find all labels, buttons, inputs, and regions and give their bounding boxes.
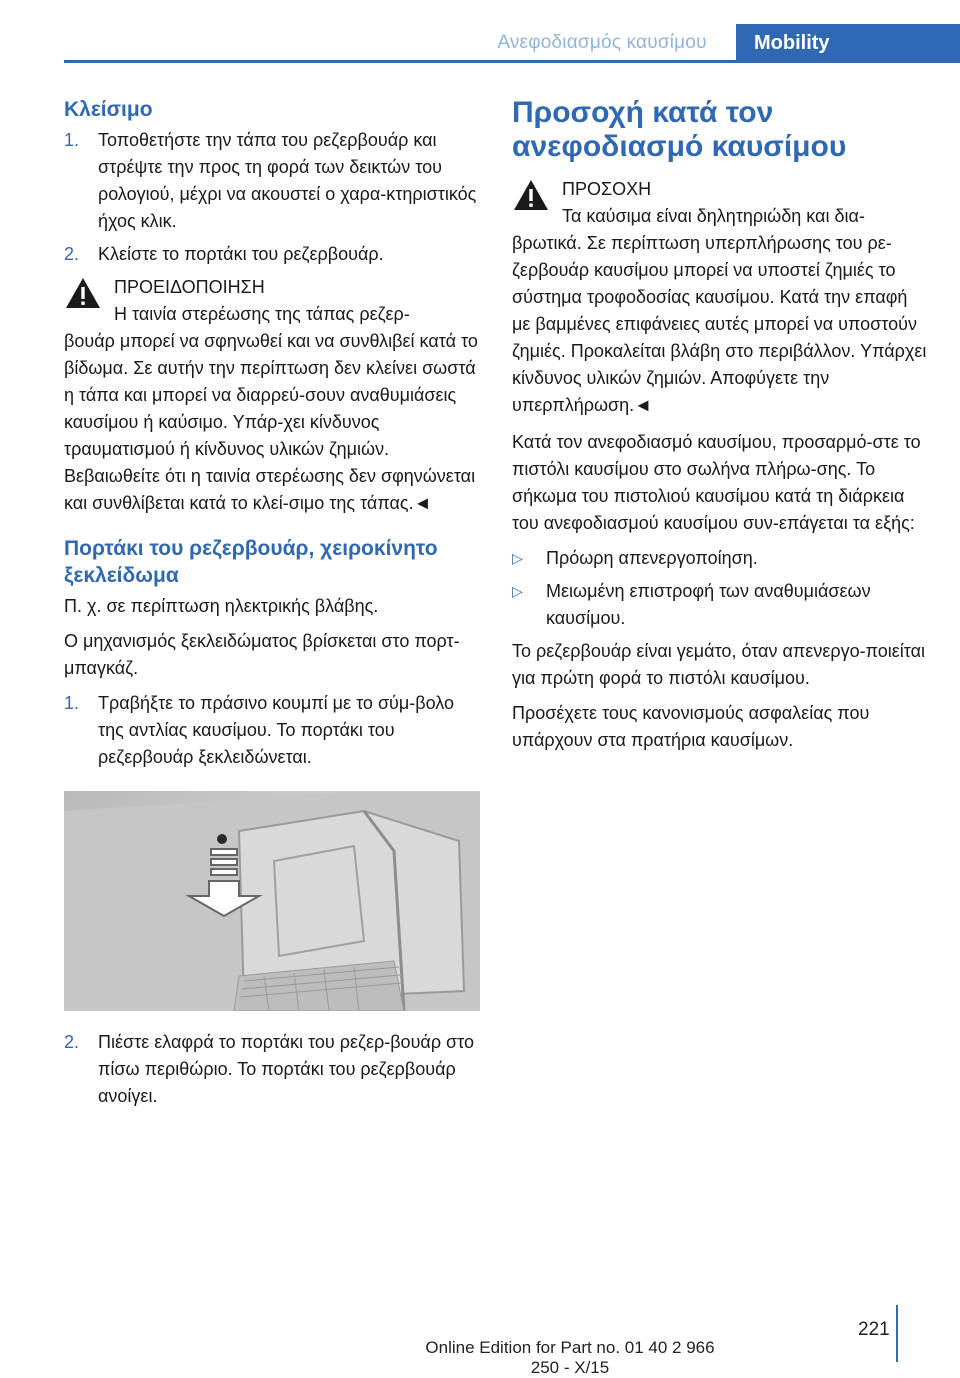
list-item [512,545,928,572]
warning-lead: Η ταινία στερέωσης της τάπας ρεζερ‐ [114,304,410,324]
trunk-release-illustration [64,791,480,1011]
right-column [512,96,928,762]
safety-paragraph: Προσέχετε τους κανονισμούς ασφαλείας που υπάρχουν στα πρατήρια καυσίμων. [512,703,870,750]
bullet-triangle-icon: ▷ [512,550,523,566]
caution-body: βρωτικά. Σε περίπτωση υπερπλήρωσης του ρε‐ζερβουάρ καυσίμου μπορεί να υποστεί ζημιές το σύστημα τροφοδοσίας καυσίμου. Κατά την επαφή με βαμμένες επιφάνειες αυτές μπορεί να υποστούν ζημιές. Προκαλείται βλάβη στο περιβάλλον. Υπάρχει κίνδυνος υλικών ζημιών. Αποφύγετε την υπερπλήρωση.◄ [512,233,927,415]
refuel-paragraph: Κατά τον ανεφοδιασμό καυσίμου, προσαρμό‐στε το πιστόλι καυσίμου στο σωλήνα πλήρω‐σης. Το σήκωμα του πιστολιού καυσίμου κατά τη διάρκεια του ανεφοδιασμού καυσίμου συν‐επάγεται τα εξής: [512,432,921,533]
footer-rule [896,1305,898,1362]
page-number: 221 [858,1319,890,1340]
caution-box [512,176,928,419]
page-header [0,0,960,62]
header-rule [64,60,960,63]
step-number: 1. [64,130,80,150]
chapter-tab: Mobility [736,24,960,62]
step-number: 2. [64,244,80,264]
left-column [64,96,484,1116]
caution-heading: Προσοχή κατά τον ανεφοδιασμό καυσίμου [512,96,847,163]
manual-location: Ο μηχανισμός ξεκλειδώματος βρίσκεται στο πορτ-μπαγκάζ. [64,631,460,678]
warning-body: βουάρ μπορεί να σφηνωθεί και να συνθλιβεί κατά το βίδωμα. Σε αυτήν την περίπτωση δεν κλείνει σωστά η τάπα και μπορεί να διαρρεύ‐σουν αναθυμιάσεις καυσίμου ή καύσιμο. Υπάρ‐χει κίνδυνος τραυματισμού ή κίνδυνος υλικών ζημιών. Βεβαιωθείτε ότι η ταινία στερέωσης δεν σφηνώνεται και συνθλίβεται κατά το κλεί‐σιμο της τάπας.◄ [64,331,478,513]
list-item [64,690,484,771]
bullet-text: Πρόωρη απενεργοποίηση. [546,548,758,568]
closing-heading: Κλείσιμο [64,98,153,121]
manual-intro: Π. χ. σε περίπτωση ηλεκτρικής βλάβης. [64,596,379,616]
step-text: Τοποθετήστε την τάπα του ρεζερβουάρ και στρέψτε την προς τη φορά των δεικτών του ρολογιού, μέχρι να ακουστεί ο χαρα‐κτηριστικός ήχος κλικ. [98,130,477,231]
step-number: 2. [64,1032,80,1052]
list-item [64,241,484,268]
list-item [64,1029,484,1110]
list-item [64,127,484,235]
step-number: 1. [64,693,80,713]
manual-release-heading: Πορτάκι του ρεζερβουάρ, χειροκίνητο ξεκλείδωμα [64,537,438,587]
full-tank-paragraph: Το ρεζερβουάρ είναι γεμάτο, όταν απενεργο‐ποιείται για πρώτη φορά το πιστόλι καυσίμου. [512,641,926,688]
bullet-text: Μειωμένη επιστροφή των αναθυμιάσεων καυσίμου. [546,581,871,628]
step-text: Τραβήξτε το πράσινο κουμπί με το σύμ‐βολο της αντλίας καυσίμου. Το πορτάκι του ρεζερβουάρ ξεκλειδώνεται. [98,693,455,767]
warning-triangle-icon [512,178,550,212]
caution-title: ΠΡΟΣΟΧΗ [562,179,652,199]
warning-box [64,274,484,517]
bullet-triangle-icon: ▷ [512,583,523,599]
warning-title: ΠΡΟΕΙΔΟΠΟΙΗΣΗ [114,277,265,297]
caution-lead: Τα καύσιμα είναι δηλητηριώδη και δια‐ [562,206,865,226]
warning-triangle-icon [64,276,102,310]
edition-note: Online Edition for Part no. 01 40 2 966 250 - X/15 [425,1338,715,1377]
list-item [512,578,928,632]
section-title: Ανεφοδιασμός καυσίμου [497,32,707,53]
step-text: Πιέστε ελαφρά το πορτάκι του ρεζερ‐βουάρ στο πίσω περιθώριο. Το πορτάκι του ρεζερβουάρ ανοίγει. [98,1032,475,1106]
step-text: Κλείστε το πορτάκι του ρεζερβουάρ. [98,244,384,264]
